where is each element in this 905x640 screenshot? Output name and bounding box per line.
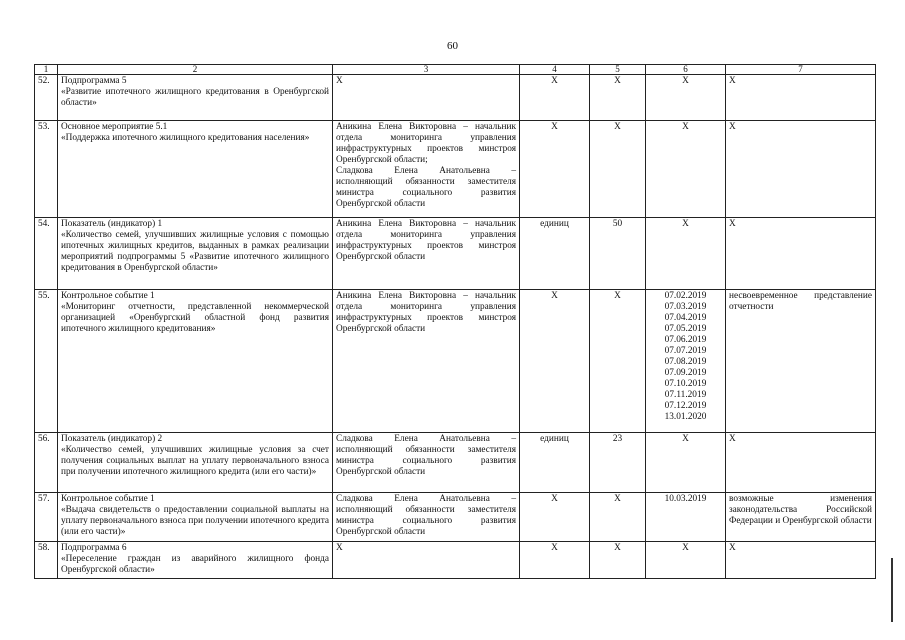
risk: Х (726, 218, 876, 290)
risk: Х (726, 75, 876, 121)
table-row (35, 493, 876, 542)
header-cell-2: 2 (58, 65, 333, 75)
header-cell-5: 5 (590, 65, 646, 75)
responsible: Аникина Елена Викторовна – начальник отдела мониторинга управления инфраструктурных проектов минстроя Оренбургской области (333, 218, 520, 290)
date-item: 13.01.2020 (664, 412, 707, 422)
value: Х (590, 542, 646, 579)
unit: Х (520, 493, 590, 542)
date: Х (646, 433, 726, 493)
date-item: 07.05.2019 (664, 324, 707, 334)
date: 10.03.2019 (646, 493, 726, 542)
value: Х (590, 75, 646, 121)
row-number: 54. (35, 218, 58, 290)
responsible: Х (333, 75, 520, 121)
event-name: Контрольное событие 1 «Мониторинг отчетности, представленной некоммерческой организацией «Оренбургский областной фонд развития ипотечного жилищного кредитования» (58, 290, 333, 433)
date: Х (646, 121, 726, 218)
date-item: 07.06.2019 (664, 335, 707, 345)
risk: Х (726, 433, 876, 493)
row-number: 56. (35, 433, 58, 493)
value: Х (590, 121, 646, 218)
event-name: Контрольное событие 1 «Выдача свидетельств о предоставлении социальной выплаты на уплату первоначального взноса при получении ипотечного кредита (или его части)» (58, 493, 333, 542)
header-cell-4: 4 (520, 65, 590, 75)
row-number: 57. (35, 493, 58, 542)
responsible: Х (333, 542, 520, 579)
event-name: Основное мероприятие 5.1 «Поддержка ипотечного жилищного кредитования населения» (58, 121, 333, 218)
value: 50 (590, 218, 646, 290)
date-item: 07.08.2019 (664, 357, 707, 367)
risk: Х (726, 121, 876, 218)
responsible: Сладкова Елена Анатольевна – исполняющий обязанности заместителя министра социального развития Оренбургской области (333, 433, 520, 493)
value: Х (590, 493, 646, 542)
header-cell-6: 6 (646, 65, 726, 75)
event-name: Показатель (индикатор) 2 «Количество семей, улучшивших жилищные условия за счет получения социальных выплат на уплату первоначального взноса при получении ипотечного жилищного кредита (или его части)» (58, 433, 333, 493)
unit: Х (520, 121, 590, 218)
responsible: Аникина Елена Викторовна – начальник отдела мониторинга управления инфраструктурных проектов минстроя Оренбургской области (333, 290, 520, 433)
date-item: 07.10.2019 (664, 379, 707, 389)
plan-table (34, 64, 876, 579)
header-cell-1: 1 (35, 65, 58, 75)
risk: возможные изменения законодательства Российской Федерации и Оренбургской области (726, 493, 876, 542)
header-cell-7: 7 (726, 65, 876, 75)
page-number: 60 (447, 40, 458, 52)
date: Х (646, 542, 726, 579)
unit: единиц (520, 218, 590, 290)
event-name: Подпрограмма 5 «Развитие ипотечного жилищного кредитования в Оренбургской области» (58, 75, 333, 121)
table-row (35, 542, 876, 579)
unit: Х (520, 75, 590, 121)
unit: единиц (520, 433, 590, 493)
date-item: 07.03.2019 (664, 302, 707, 312)
event-name: Показатель (индикатор) 1 «Количество семей, улучшивших жилищные условия с помощью ипотечных жилищных кредитов, выданных в рамках реализации мероприятий подпрограммы 5 «Развитие ипотечного жилищного кредитования в Оренбургской области» (58, 218, 333, 290)
value: Х (590, 290, 646, 433)
event-name: Подпрограмма 6 «Переселение граждан из аварийного жилищного фонда Оренбургской области» (58, 542, 333, 579)
risk: несвоевременное представление отчетности (726, 290, 876, 433)
responsible: Сладкова Елена Анатольевна – исполняющий обязанности заместителя министра социального развития Оренбургской области (333, 493, 520, 542)
date-item: 07.02.2019 (664, 291, 707, 301)
unit: Х (520, 290, 590, 433)
table-row (35, 290, 876, 433)
table-row (35, 75, 876, 121)
unit: Х (520, 542, 590, 579)
date-item: 07.07.2019 (664, 346, 707, 356)
table-row (35, 121, 876, 218)
date-item: 07.09.2019 (664, 368, 707, 378)
date: Х (646, 218, 726, 290)
value: 23 (590, 433, 646, 493)
responsible: Аникина Елена Викторовна – начальник отдела мониторинга управления инфраструктурных проектов минстроя Оренбургской области; Сладкова Елена Анатольевна – исполняющий обязанности заместителя министра социального развития Оренбургской области (333, 121, 520, 218)
table-row (35, 218, 876, 290)
row-number: 55. (35, 290, 58, 433)
row-number: 53. (35, 121, 58, 218)
row-number: 58. (35, 542, 58, 579)
row-number: 52. (35, 75, 58, 121)
header-row (35, 65, 876, 75)
header-cell-3: 3 (333, 65, 520, 75)
date: Х (646, 75, 726, 121)
date-item: 07.12.2019 (664, 401, 707, 411)
date-item: 07.11.2019 (664, 390, 707, 400)
risk: Х (726, 542, 876, 579)
table-row (35, 433, 876, 493)
date-list (646, 290, 726, 433)
date-item: 07.04.2019 (664, 313, 707, 323)
scan-edge-line (891, 558, 893, 622)
